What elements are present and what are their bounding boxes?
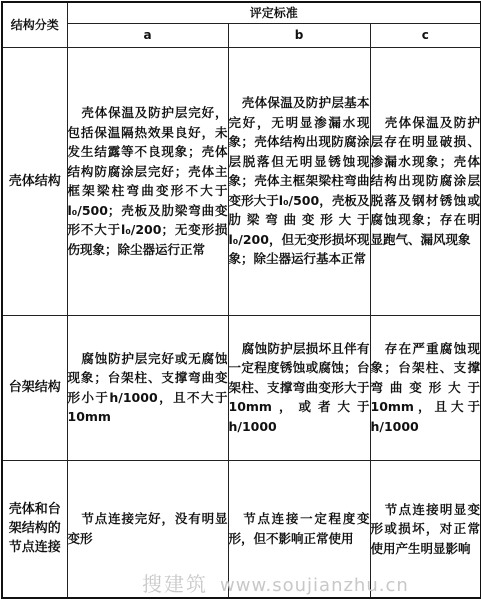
header-row (2, 2, 481, 23)
grade-header-row (2, 23, 481, 47)
grade-c-text: 壳体保温及防护层存在明显破损、渗漏水现象；壳体结构出现防腐涂层脱落及钢材锈蚀或腐蚀现象；存在明显跑气、漏风现象 (370, 114, 481, 247)
grade-c-cell (370, 315, 481, 460)
criteria-column-header: 评定标准 (67, 2, 481, 23)
table-row (2, 460, 481, 598)
grade-c-cell (370, 47, 481, 315)
row-category: 壳体和台架结构的节点连接 (2, 460, 67, 598)
grade-b-text: 壳体保温及防护层基本完好，无明显渗漏水现象；壳体结构出现防腐涂层脱落但无明显锈蚀现象；壳体主框架梁柱弯曲变形大于l₀/500，壳板及肋梁弯曲变形大于l₀/200，但无变形损坏现象；除尘器运行基本正常 (228, 95, 370, 267)
grade-b-text: 腐蚀防护层损坏且伴有一定程度锈蚀或腐蚀；台架柱、支撑弯曲变形大于10mm，或者大于h/1000 (228, 340, 370, 434)
grade-b-header: b (228, 23, 370, 47)
grade-b-cell (228, 47, 370, 315)
grade-b-text: 节点连接一定程度变形，但不影响正常使用 (228, 511, 370, 546)
grade-b-cell (228, 315, 370, 460)
grade-a-cell (67, 460, 228, 598)
watermark-brand: 搜建筑 (142, 572, 208, 596)
grade-c-header: c (370, 23, 481, 47)
grade-a-header: a (67, 23, 228, 47)
grade-a-cell (67, 315, 228, 460)
grade-c-cell (370, 460, 481, 598)
category-column-header: 结构分类 (2, 2, 67, 47)
grade-a-text: 壳体保温及防护层完好，包括保温隔热效果良好，未发生结露等不良现象；壳体结构防腐涂层完好；壳体主框架梁柱弯曲变形不大于l₀/500；壳板及肋梁弯曲变形不大于l₀/200；无变形损伤现象；除尘器运行正常 (67, 105, 228, 257)
grade-a-text: 节点连接完好，没有明显变形 (67, 511, 228, 546)
watermark-url: www.soujianzhu.cn (220, 575, 409, 596)
row-category: 台架结构 (2, 315, 67, 460)
grade-c-text: 节点连接明显变形或损坏，对正常使用产生明显影响 (370, 501, 481, 556)
grade-a-cell (67, 47, 228, 315)
table-row (2, 315, 481, 460)
grade-a-text: 腐蚀防护层完好或无腐蚀现象；台架柱、支撑弯曲变形小于h/1000，且不大于10mm (67, 350, 228, 424)
grade-b-cell (228, 460, 370, 598)
row-category: 壳体结构 (2, 47, 67, 315)
grade-c-text: 存在严重腐蚀现象；台架柱、支撑弯曲变形大于10mm，且大于h/1000 (370, 340, 481, 434)
evaluation-table (1, 1, 481, 599)
table-row (2, 47, 481, 315)
